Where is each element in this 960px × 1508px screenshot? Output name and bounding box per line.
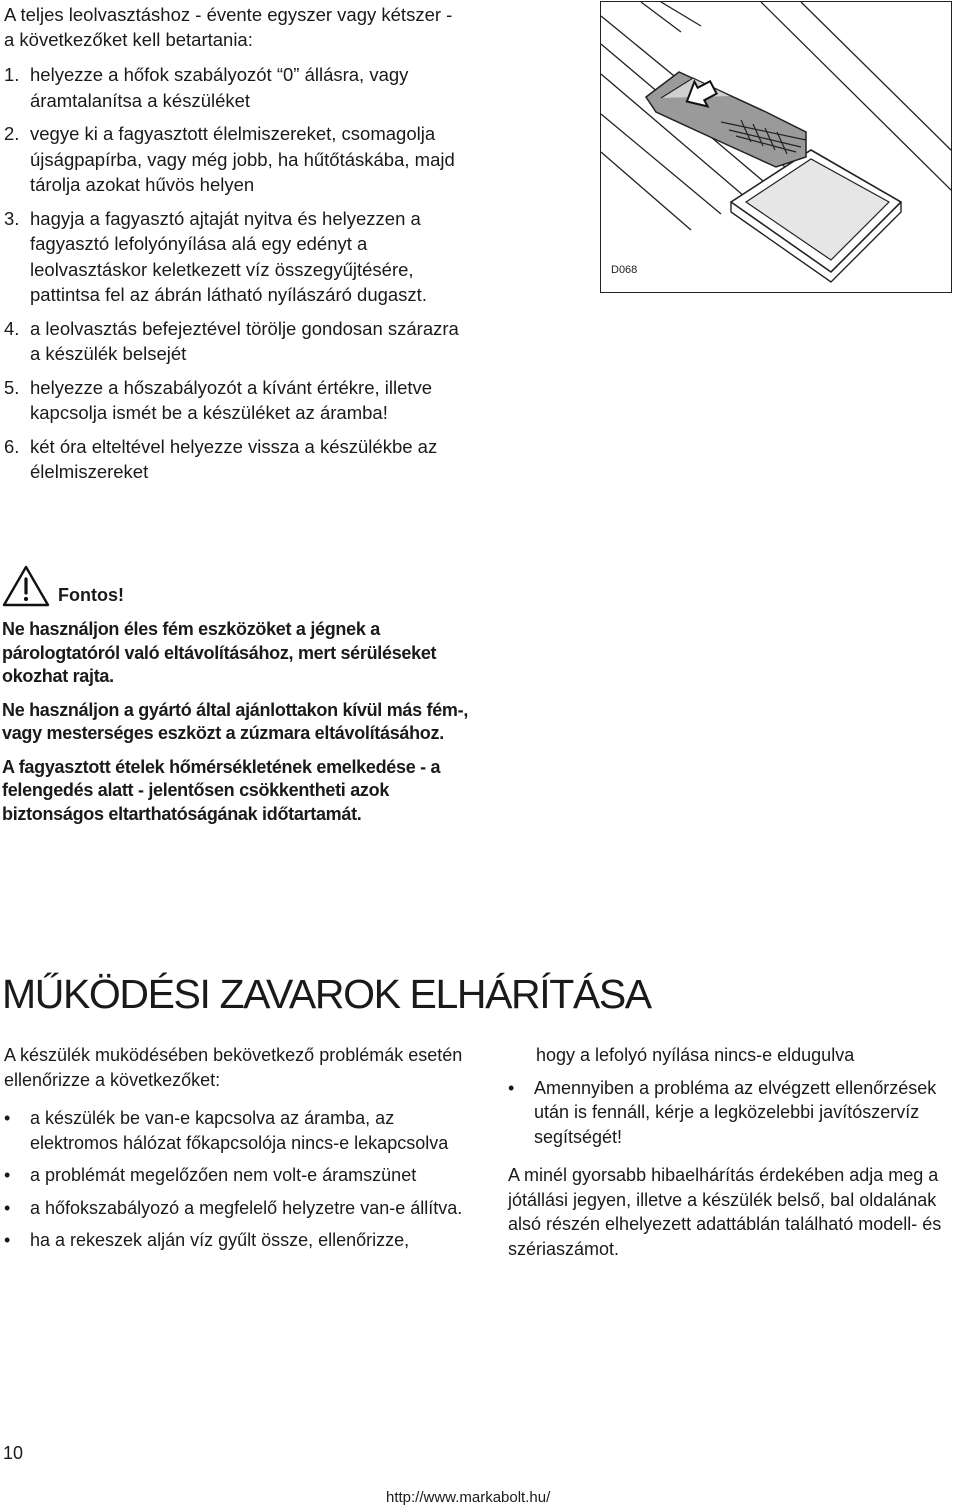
troubleshooting-intro: A készülék muködésében bekövetkező problémák esetén ellenőrizze a következőket: <box>4 1045 463 1090</box>
warning-title: Fontos! <box>58 585 124 605</box>
bullet-continuation: hogy a lefolyó nyílása nincs-e eldugulva <box>536 1045 855 1065</box>
warning-block <box>2 560 472 826</box>
warning-header <box>2 560 472 608</box>
troubleshooting-left-column <box>4 1043 464 1261</box>
step-number: 5. <box>4 376 20 398</box>
warning-paragraph: Ne használjon éles fém eszközöket a jégnek a párologtatóról való eltávolításához, mert sérüléseket okozhat rajta. <box>2 619 437 686</box>
bullet-text: a problémát megelőzően nem volt-e áramszünet <box>30 1165 417 1185</box>
step-text: két óra elteltével helyezze vissza a készülékbe az élelmiszereket <box>30 435 438 482</box>
step-text: helyezze a hőfok szabályozót “0” állásra, vagy áramtalanítsa a készüléket <box>30 64 409 111</box>
list-item <box>4 121 474 198</box>
list-item <box>4 62 474 113</box>
step-number: 1. <box>4 64 20 85</box>
bullet-symbol: • <box>508 1077 515 1098</box>
list-item <box>508 1076 960 1150</box>
step-text: hagyja a fagyasztó ajtaját nyitva és helyezzen a fagyasztó lefolyónyílása alá egy edényt a leolvasztáskor keletkezett víz összegyűjtésére, pattintsa fel az ábrán látható nyílászáró dugaszt. <box>30 207 427 305</box>
list-item <box>4 1196 464 1221</box>
list-item <box>4 206 474 308</box>
list-item <box>4 1163 464 1188</box>
section-heading: MŰKÖDÉSI ZAVAROK ELHÁRÍTÁSA <box>2 971 651 1017</box>
list-item <box>4 1228 464 1253</box>
bullet-text: a hőfokszabályozó a megfelelő helyzetre van-e állítva. <box>30 1197 463 1218</box>
bullet-text: a készülék be van-e kapcsolva az áramba, az elektromos hálózat főkapcsolója nincs-e lekapcsolva <box>30 1108 449 1153</box>
bullet-symbol: • <box>4 1108 11 1128</box>
list-item <box>4 1106 464 1155</box>
step-number: 3. <box>4 207 20 229</box>
drain-plug-figure <box>600 1 952 293</box>
figure-code: D068 <box>611 264 638 276</box>
list-item <box>4 375 474 426</box>
troubleshooting-checklist <box>4 1106 464 1253</box>
step-number: 6. <box>4 435 20 457</box>
bullet-text: ha a rekeszek alján víz gyűlt össze, ellenőrizze, <box>30 1230 410 1250</box>
step-text: a leolvasztás befejeztével törölje gondosan szárazra a készülék belsejét <box>30 317 459 364</box>
step-text: vegye ki a fagyasztott élelmiszereket, csomagolja újságpapírba, vagy még jobb, ha hűtőtáskába, majd tárolja azokat hűvös helyen <box>30 123 455 195</box>
bullet-text: Amennyiben a probléma az elvégzett ellenőrzések után is fennáll, kérje a legközelebbi javítószervíz segítségét! <box>534 1077 937 1147</box>
warning-paragraph: A fagyasztott ételek hőmérsékletének emelkedése - a felengedés alatt - jelentősen csökkentheti azok biztonságos eltarthatóságának időtartamát. <box>2 756 441 824</box>
closing-paragraph: A minél gyorsabb hibaelhárítás érdekében adja meg a jótállási jegyen, illetve a készülék belső, bal oldalának alsó részén elhelyezett adattáblán található modell- és szériaszámot. <box>508 1165 942 1259</box>
step-text: helyezze a hőszabályozót a kívánt értékre, illetve kapcsolja ismét be a készüléket az áramba! <box>30 376 433 423</box>
drain-plug-illustration <box>601 2 952 293</box>
step-number: 4. <box>4 317 20 339</box>
bullet-symbol: • <box>4 1197 11 1218</box>
page-number: 10 <box>3 1443 24 1463</box>
defrost-steps-list <box>4 62 474 493</box>
warning-paragraph: Ne használjon a gyártó által ajánlottakon kívül más fém-, vagy mesterséges eszközt a zúzmara eltávolításához. <box>2 699 469 743</box>
warning-triangle-icon <box>2 564 50 608</box>
bullet-symbol: • <box>4 1230 11 1250</box>
list-item <box>4 434 474 485</box>
troubleshooting-right-column <box>508 1043 960 1261</box>
step-number: 2. <box>4 123 20 144</box>
troubleshooting-checklist-continued <box>508 1076 960 1150</box>
footer-url: http://www.markabolt.hu/ <box>386 1489 551 1506</box>
list-item <box>4 316 474 367</box>
intro-text: A teljes leolvasztáshoz - évente egyszer vagy kétszer - a következőket kell betartania: <box>4 4 453 50</box>
bullet-symbol: • <box>4 1165 11 1185</box>
